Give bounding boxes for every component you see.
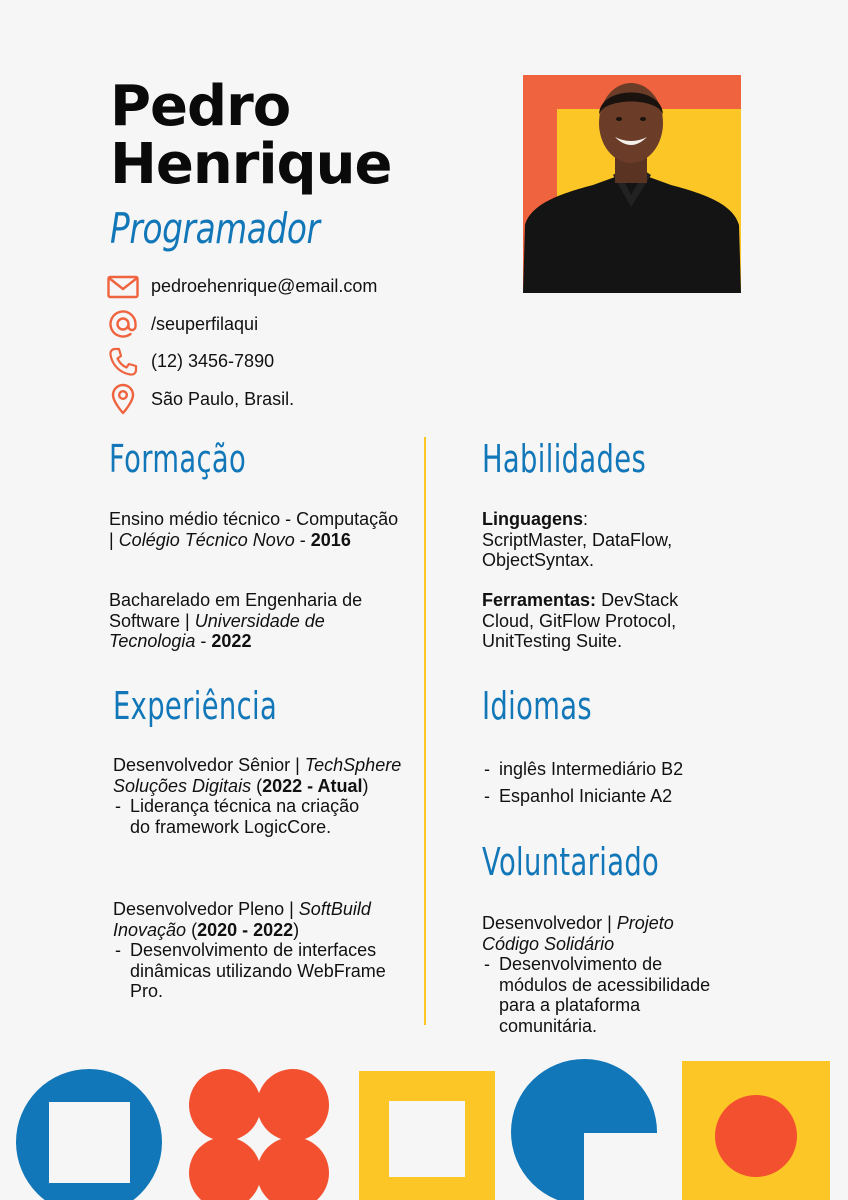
- section-title-idiomas: Idiomas: [482, 684, 592, 728]
- contact-phone[interactable]: (12) 3456-7890: [106, 343, 377, 381]
- blue-circle-shape: [16, 1069, 162, 1200]
- education-item: Ensino médio técnico - Computação | Colégio Técnico Novo - 2016: [109, 509, 399, 550]
- section-title-experiencia: Experiência: [113, 684, 278, 728]
- section-title-habilidades: Habilidades: [482, 437, 647, 481]
- job-title: Programador: [110, 204, 320, 253]
- at-icon: [106, 308, 140, 340]
- skills-item: Ferramentas: DevStack Cloud, GitFlow Protocol, UnitTesting Suite.: [482, 590, 679, 651]
- blue-three-quarter-circle-shape: [511, 1059, 657, 1200]
- experience-item: Desenvolvedor Sênior | TechSphere Soluções Digitais (2022 - Atual) - Liderança técnica na criação do framework LogicCore.: [113, 755, 402, 837]
- section-title-formacao: Formação: [109, 437, 247, 481]
- skills-item: Linguagens: ScriptMaster, DataFlow, ObjectSyntax.: [482, 509, 673, 570]
- portrait-figure: [523, 75, 741, 293]
- languages-list: [482, 756, 742, 810]
- envelope-icon: [106, 271, 140, 303]
- location-pin-icon: [106, 383, 140, 415]
- four-circles-shape: [189, 1069, 329, 1200]
- section-title-voluntariado: Voluntariado: [482, 840, 660, 884]
- list-item: - Espanhol Iniciante A2: [484, 786, 673, 806]
- experience-item: Desenvolvedor Pleno | SoftBuild Inovação (2020 - 2022) - Desenvolvimento de interfaces dinâmicas utilizando WebFrame Pro.: [113, 899, 386, 1001]
- phone-icon: [106, 346, 140, 378]
- yellow-square-dot-shape: [682, 1061, 830, 1200]
- person-name: Pedro Henrique: [110, 74, 392, 197]
- contact-profile[interactable]: /seuperfilaqui: [106, 306, 377, 344]
- education-item: Bacharelado em Engenharia de Software | Universidade de Tecnologia - 2022: [109, 590, 363, 651]
- contact-email[interactable]: pedroehenrique@email.com: [106, 268, 377, 306]
- profile-photo: [523, 75, 741, 293]
- decorative-shapes: [0, 1055, 848, 1200]
- volunteer-item: Desenvolvedor | Projeto Código Solidário - Desenvolvimento de módulos de acessibilidade para a plataforma comunitária.: [482, 913, 711, 1036]
- contact-location: São Paulo, Brasil.: [106, 381, 377, 419]
- list-item: - inglês Intermediário B2: [484, 759, 684, 779]
- column-divider: [424, 437, 426, 1025]
- contact-list: [106, 268, 377, 418]
- yellow-square-frame-shape: [359, 1071, 495, 1200]
